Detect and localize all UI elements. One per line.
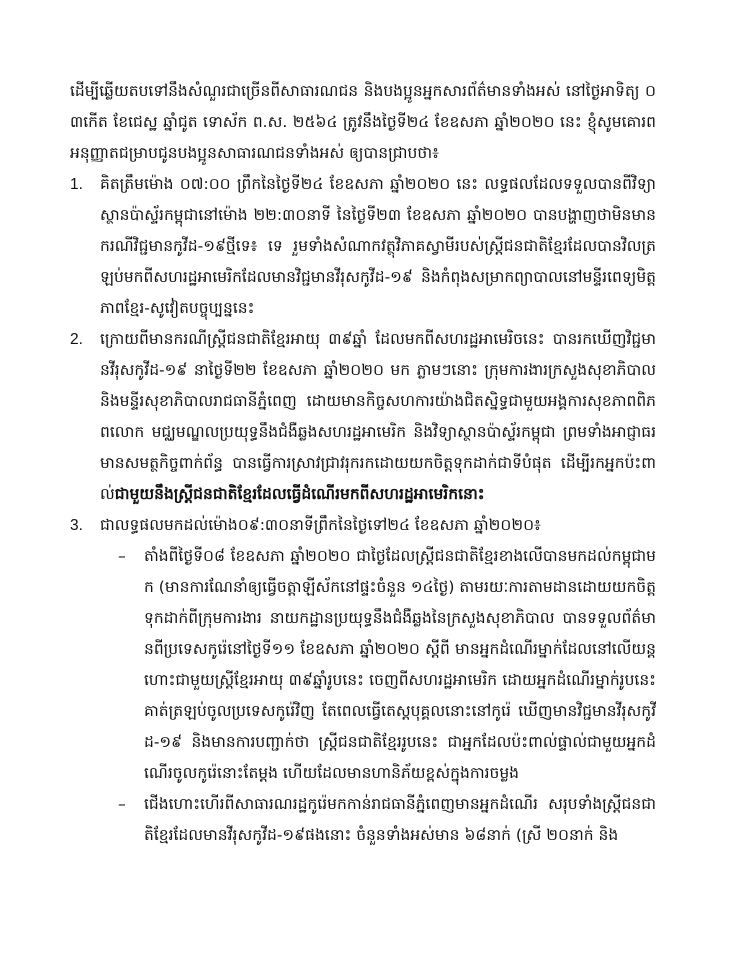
list-item-2 <box>70 324 656 510</box>
list-item-1 <box>70 169 656 324</box>
intro-paragraph: ដើម្បីឆ្លើយតបទៅនឹងសំណួរជាច្រើនពីសាធារណជន និងបងប្អូនអ្នកសារព័ត៌មានទាំងអស់ នៅថ្ងៃអាទិត្យ ០៣កើត ខែជេស្ឋ ឆ្នាំជូត ទោស័ក ព.ស. ២៥៦៤ ត្រូវនឹងថ្ងៃទី២៤ ខែឧសភា ឆ្នាំ២០២០ នេះ ខ្ញុំសូមគោរពអនុញ្ញាតជម្រាបជូនបងប្អូនសាធារណជនទាំងអស់ ឲ្យបានជ្រាបថា៖ <box>70 82 656 162</box>
list-number: 3. <box>70 517 83 534</box>
list-item-text: ជាលទ្ធផលមកដល់ម៉ោង០៩:៣០នាទីព្រឹកនៃថ្ងៃទៅ២៤ ខែឧសភា ឆ្នាំ២០២០៖ <box>100 516 541 534</box>
dash-bullet-icon: – <box>118 795 126 813</box>
list-item-text <box>100 324 656 510</box>
sub-list <box>70 541 656 851</box>
dash-bullet-icon: – <box>118 547 126 565</box>
list-item-text: គិតត្រឹមម៉ោង ០៧:០០ ព្រឹកនៃថ្ងៃទី២៤ ខែឧសភា ឆ្នាំ២០២០ នេះ លទ្ធផលដែលទទួលបានពីវិទ្យាស្ថានប៉ាស្ទ័រកម្ពុជានៅម៉ោង ២២:៣០នាទី នៃថ្ងៃទី២៣ ខែឧសភា ឆ្នាំ២០២០ បានបង្ហាញថាមិនមានករណីវិជ្ជមានកូវីដ-១៩ថ្មីទេ៖ ទេ រួមទាំងសំណាកវត្ថុវិភាគស្វាមីរបស់ស្ត្រីជនជាតិខ្មែរដែលបានវិលត្រឡប់មកពីសហរដ្ឋអាមេរិកដែលមានវិជ្ជមានវីរុសកូវីដ-១៩ និងកំពុងសម្រាកព្យាបាលនៅមន្ទីរពេទ្យមិត្តភាពខ្មែរ-សូវៀតបច្ចុប្បន្ននេះ <box>100 175 656 317</box>
sub-list-item-1 <box>70 541 656 789</box>
sub-list-item-text: តាំងពីថ្ងៃទី០៨ ខែឧសភា ឆ្នាំ២០២០ ជាថ្ងៃដែលស្ត្រីជនជាតិខ្មែរខាងលើបានមកដល់កម្ពុជាមក (មានការណែនាំឲ្យធ្វើចត្តាឡីស័កនៅផ្ទះចំនួន ១៤ថ្ងៃ) តាមរយៈការតាមដានដោយយកចិត្តទុកដាក់ពីក្រុមការងារ នាយកដ្ឋានប្រយុទ្ធនឹងជំងឺឆ្លងនៃក្រសួងសុខាភិបាល បានទទួលព័ត៌មានពីប្រទេសកូរ៉េនៅថ្ងៃទី១១ ខែឧសភា ឆ្នាំ២០២០ ស្តីពី មានអ្នកដំណើរម្នាក់ដែលនៅលើយន្តហោះជាមួយស្ត្រីខ្មែរអាយុ ៣៩ឆ្នាំរូបនេះ ចេញពីសហរដ្ឋអាមេរិក ដោយអ្នកដំណើរម្នាក់រូបនេះ គាត់ត្រឡប់ចូលប្រទេសកូរ៉េវិញ តែពេលធ្វើតេស្តបុគ្គលនោះនៅកូរ៉េ ឃើញមានវិជ្ជមានវីរុសកូវីដ-១៩ និងមានការបញ្ជាក់ថា ស្ត្រីជនជាតិខ្មែររូបនេះ ជាអ្នកដែលប៉ះពាល់ផ្ទាល់ជាមួយអ្នកដំណើរចូលកូរ៉េនោះតែម្តង ហើយដែលមានហានិភ័យខ្ពស់ក្នុងការចម្លង <box>144 547 656 782</box>
sub-list-item-2 <box>70 789 656 851</box>
list-item-3 <box>70 510 656 541</box>
sub-list-item-text: ជើងហោះហើរពីសាធារណរដ្ឋកូរ៉េមកកាន់រាជធានីភ្នំពេញមានអ្នកដំណើរ សរុបទាំងស្ត្រីជនជាតិខ្មែរដែលមានវីរុសកូវីដ-១៩ផងនោះ ចំនួនទាំងអស់មាន ៦៨នាក់ (ស្រី ២០នាក់ និង <box>144 795 656 844</box>
list-number: 1. <box>70 176 83 193</box>
list-number: 2. <box>70 331 83 348</box>
list-item-text-bold: ជាមួយនឹងស្ត្រីជនជាតិខ្មែរដែលធ្វើដំណើរមកពីសហរដ្ឋអាមេរិកនោះ <box>114 485 485 503</box>
list-item-text-regular: ក្រោយពីមានករណីស្ត្រីជនជាតិខ្មែរអាយុ ៣៩ឆ្នាំ ដែលមកពីសហរដ្ឋអាមេរិចនេះ បានរកឃើញវិជ្ជមានវីរុសកូវីដ-១៩ នាថ្ងៃទី២២ ខែឧសភា ឆ្នាំ២០២០ មក ភ្លាមៗនោះ ក្រុមការងារក្រសួងសុខាភិបាល និងមន្ទីរសុខាភិបាលរាជធានីភ្នំពេញ ដោយមានកិច្ចសហការយ៉ាងជិតស្និទ្ធជាមួយអង្គការសុខភាពពិភពលោក មជ្ឈមណ្ឌលប្រយុទ្ធនឹងជំងឺឆ្លងសហរដ្ឋអាមេរិក និងវិទ្យាស្ថានប៉ាស្ទ័រកម្ពុជា ព្រមទាំងអាជ្ញាធរមានសមត្ថកិច្ចពាក់ព័ន្ធ បានធ្វើការស្រាវជ្រាវរុករកដោយយកចិត្តទុកដាក់ជាទីបំផុត ដើម្បីរកអ្នកប៉ះពាល់ <box>100 330 656 503</box>
numbered-list <box>70 169 656 541</box>
